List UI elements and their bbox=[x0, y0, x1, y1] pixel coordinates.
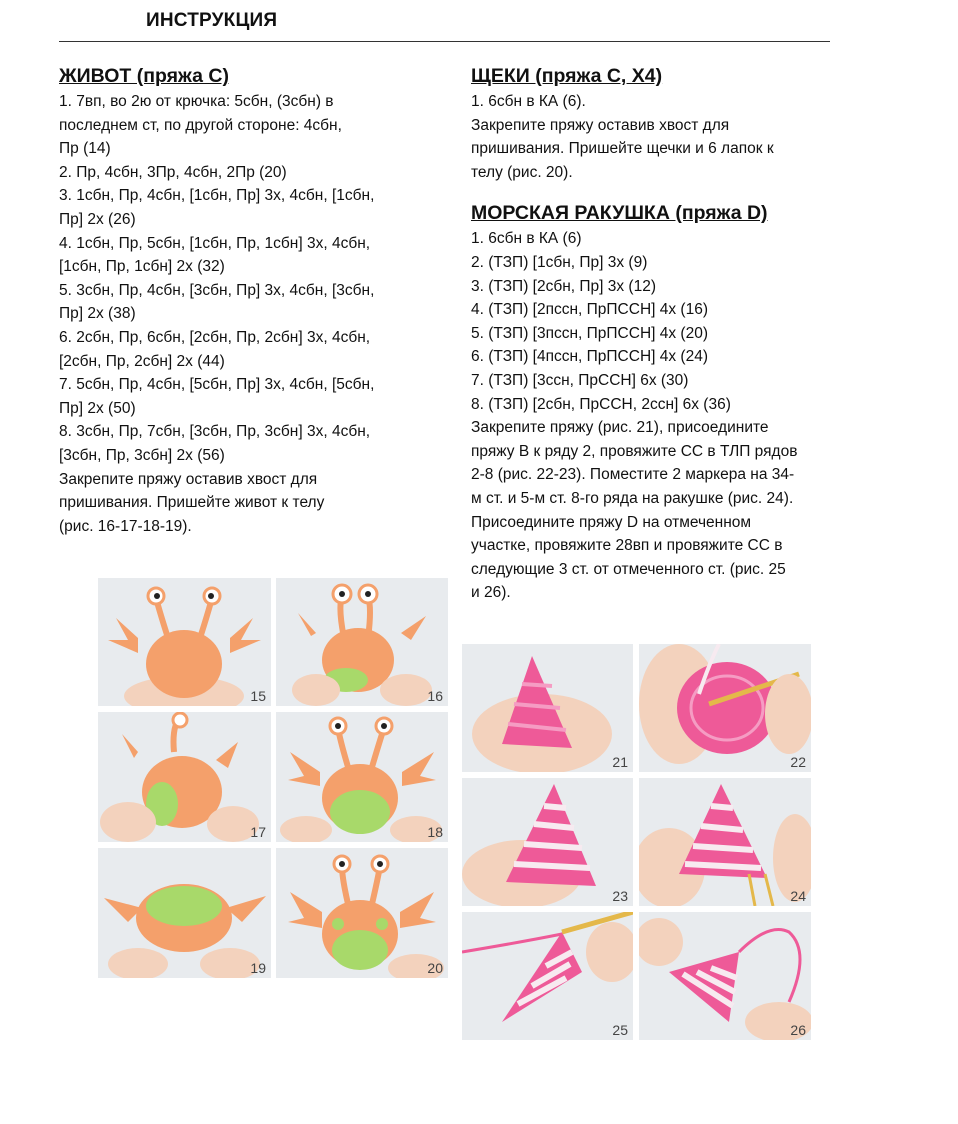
instruction-line: [2сбн, Пр, 2сбн] 2х (44) bbox=[59, 352, 225, 370]
instruction-line: Пр] 2х (38) bbox=[59, 305, 136, 323]
instruction-line: участке, провяжите 28вп и провяжите СС в bbox=[471, 537, 783, 555]
figure-number: 25 bbox=[612, 1022, 628, 1038]
instruction-line: пришивания. Пришейте живот к телу bbox=[59, 494, 325, 512]
instruction-line: Пр] 2х (26) bbox=[59, 210, 136, 228]
instruction-line: Пр (14) bbox=[59, 140, 111, 158]
instruction-line: Закрепите пряжу оставив хвост для bbox=[471, 116, 730, 134]
figure-number: 19 bbox=[250, 960, 266, 976]
instruction-line: Присоедините пряжу D на отмеченном bbox=[471, 513, 752, 531]
instruction-line: 8. (ТЗП) [2сбн, ПрССН, 2ссн] 6х (36) bbox=[471, 395, 731, 413]
shell-photo bbox=[639, 778, 811, 906]
instruction-line: (рис. 16-17-18-19). bbox=[59, 517, 192, 535]
figure-number: 15 bbox=[250, 688, 266, 704]
figure-number: 18 bbox=[427, 824, 443, 840]
shell-photo bbox=[639, 912, 811, 1040]
shell-photo bbox=[462, 912, 633, 1040]
instruction-line: 5. (ТЗП) [3пссн, ПрПССН] 4х (20) bbox=[471, 324, 708, 342]
figure-number: 23 bbox=[612, 888, 628, 904]
instruction-line: 1. 6сбн в КА (6) bbox=[471, 230, 582, 248]
instruction-line: 5. 3сбн, Пр, 4сбн, [3сбн, Пр] 3х, 4сбн, [3сбн, bbox=[59, 281, 375, 299]
instruction-line: м ст. и 5-м ст. 8-го ряда на ракушке (рис. 24). bbox=[471, 489, 794, 507]
cheeks-instructions bbox=[471, 90, 856, 184]
figure-number: 22 bbox=[790, 754, 806, 770]
shell-photo bbox=[462, 778, 633, 906]
belly-instructions bbox=[59, 90, 449, 538]
instruction-line: 8. 3сбн, Пр, 7сбн, [3сбн, Пр, 3сбн] 3х, 4сбн, bbox=[59, 423, 371, 441]
instruction-line: последнем ст, по другой стороне: 4сбн, bbox=[59, 116, 342, 134]
figure-number: 24 bbox=[790, 888, 806, 904]
belly-heading: ЖИВОТ (пряжа С) bbox=[59, 65, 229, 87]
shell-heading: МОРСКАЯ РАКУШКА (пряжа D) bbox=[471, 202, 768, 225]
instruction-line: Закрепите пряжу (рис. 21), присоедините bbox=[471, 419, 769, 437]
crab-photo bbox=[276, 848, 448, 978]
instruction-line: Пр] 2х (50) bbox=[59, 399, 136, 417]
shell-photo bbox=[462, 644, 633, 772]
page-title: ИНСТРУКЦИЯ bbox=[146, 10, 278, 31]
figure-number: 16 bbox=[427, 688, 443, 704]
figure-number: 17 bbox=[250, 824, 266, 840]
instruction-line: 4. (ТЗП) [2пссн, ПрПССН] 4х (16) bbox=[471, 301, 708, 319]
instruction-line: 2. (ТЗП) [1сбн, Пр] 3х (9) bbox=[471, 253, 648, 271]
header-divider bbox=[59, 41, 830, 42]
cheeks-heading: ЩЕКИ (пряжа С, Х4) bbox=[471, 65, 663, 87]
belly-section bbox=[59, 64, 449, 538]
instruction-line: 7. 5сбн, Пр, 4сбн, [5сбн, Пр] 3х, 4сбн, [5сбн, bbox=[59, 376, 375, 394]
instruction-line: и 26). bbox=[471, 584, 511, 602]
instruction-line: 3. (ТЗП) [2сбн, Пр] 3х (12) bbox=[471, 277, 657, 295]
crab-photo bbox=[276, 712, 448, 842]
right-column bbox=[471, 64, 856, 605]
instruction-line: 7. (ТЗП) [3ссн, ПрССН] 6х (30) bbox=[471, 371, 689, 389]
figure-number: 21 bbox=[612, 754, 628, 770]
figure-number: 26 bbox=[790, 1022, 806, 1038]
instruction-line: 2. Пр, 4сбн, 3Пр, 4сбн, 2Пр (20) bbox=[59, 163, 287, 181]
instruction-line: 2-8 (рис. 22-23). Поместите 2 маркера на 34- bbox=[471, 466, 795, 484]
instruction-line: 4. 1сбн, Пр, 5сбн, [1сбн, Пр, 1сбн] 3х, 4сбн, bbox=[59, 234, 371, 252]
instruction-line: 1. 6сбн в КА (6). bbox=[471, 93, 586, 110]
figure-number: 20 bbox=[427, 960, 443, 976]
instruction-line: [3сбн, Пр, 3сбн] 2х (56) bbox=[59, 446, 225, 464]
instruction-line: пряжу В к ряду 2, провяжите СС в ТЛП рядов bbox=[471, 442, 798, 460]
instruction-line: телу (рис. 20). bbox=[471, 163, 573, 181]
crab-photo bbox=[98, 712, 271, 842]
instruction-line: следующие 3 ст. от отмеченного ст. (рис. 25 bbox=[471, 560, 786, 578]
crab-photo bbox=[98, 578, 271, 706]
instruction-line: 1. 7вп, во 2ю от крючка: 5сбн, (3сбн) в bbox=[59, 93, 334, 110]
crab-photo bbox=[276, 578, 448, 706]
instruction-line: 6. 2сбн, Пр, 6сбн, [2сбн, Пр, 2сбн] 3х, 4сбн, bbox=[59, 328, 371, 346]
instruction-line: Закрепите пряжу оставив хвост для bbox=[59, 470, 318, 488]
shell-instructions bbox=[471, 227, 856, 605]
crab-photo bbox=[98, 848, 271, 978]
instruction-line: [1сбн, Пр, 1сбн] 2х (32) bbox=[59, 258, 225, 276]
instruction-line: 6. (ТЗП) [4пссн, ПрПССН] 4х (24) bbox=[471, 348, 708, 366]
instruction-line: пришивания. Пришейте щечки и 6 лапок к bbox=[471, 140, 774, 158]
shell-photo bbox=[639, 644, 811, 772]
instruction-line: 3. 1сбн, Пр, 4сбн, [1сбн, Пр] 3х, 4сбн, [1сбн, bbox=[59, 187, 375, 205]
